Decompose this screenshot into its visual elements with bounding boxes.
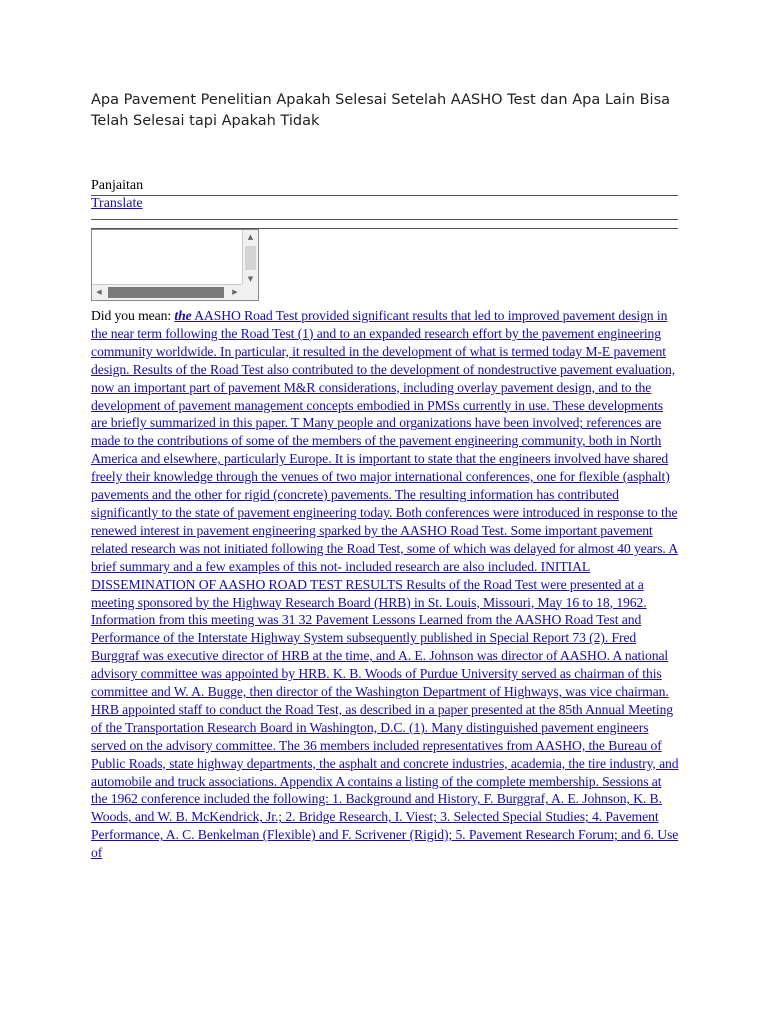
suggestion-paragraph	[91, 307, 681, 862]
horizontal-scroll-thumb[interactable]	[108, 287, 224, 298]
translate-row	[91, 195, 678, 220]
suggestion-word: the	[174, 308, 192, 323]
scroll-down-icon[interactable]: ▼	[247, 275, 254, 283]
suggestion-link[interactable]	[91, 308, 679, 860]
body-text: AASHO Road Test provided significant results that led to improved pavement design in the near term following the Road Test (1) and to an expanded research effort by the pavement engineering community worldwide. In particular, it resulted in the development of what is termed today M-E pavement design. Results of the Road Test also contributed to the development of nondestructive pavement evaluation, now an important part of pavement M&R considerations, including overlay pavement design, and to the development of pavement management concepts embodied in PMSs currently in use. These developments are briefly summarized in this paper. T Many people and organizations have been involved; references are made to the contributions of some of the members of the pavement engineering community, both in North America and elsewhere, particularly Europe. It is important to state that the engineers involved have shared freely their knowledge through the venues of two major international conferences, one for flexible (asphalt) pavements and the other for rigid (concrete) pavements. The resulting information has contributed significantly to the state of pavement engineering today. Both conferences were introduced in response to the renewed interest in pavement engineering sparked by the AASHO Road Test. Some important pavement related research was not initiated following the Road Test, some of which was delayed for almost 40 years. A brief summary and a few examples of this not- included research are also included. INITIAL DISSEMINATION OF AASHO ROAD TEST RESULTS Results of the Road Test were presented at a meeting sponsored by the Highway Research Board (HRB) in St. Louis, Missouri, May 16 to 18, 1962. Information from this meeting was 31 32 Pavement Lessons Learned from the AASHO Road Test and Performance of the Interstate Highway System subsequently published in Special Report 73 (2). Fred Burggraf was executive director of HRB at the time, and A. E. Johnson was director of AASHO. A national advisory committee was appointed by HRB. K. B. Woods of Purdue University served as chairman of this committee and W. A. Bugge, then director of the Washington Department of Highways, was vice chairman. HRB appointed staff to conduct the Road Test, as described in a paper presented at the 85th Annual Meeting of the Transportation Research Board in Washington, D.C. (1). Many distinguished pavement engineers served on the advisory committee. The 36 members included representatives from AASHO, the Bureau of Public Roads, state highway departments, the asphalt and concrete industries, academia, the tire industry, and automobile and truck associations. Appendix A contains a listing of the complete membership. Sessions at the 1962 conference included the following: 1. Background and History, F. Burggraf, A. E. Johnson, K. B. Woods, and W. B. McKendrick, Jr.; 2. Bridge Research, I. Viest; 3. Selected Special Studies; 4. Pavement Performance, A. C. Benkelman (Flexible) and F. Scrivener (Rigid); 5. Pavement Research Forum; and 6. Use of	[91, 308, 679, 861]
vertical-scroll-thumb[interactable]	[245, 246, 256, 270]
vertical-scrollbar[interactable]	[242, 230, 258, 286]
author-name: Panjaitan	[91, 177, 678, 196]
scrollbar-corner	[242, 284, 258, 300]
scroll-right-icon[interactable]: ▶	[232, 288, 238, 296]
translation-textarea[interactable]	[91, 229, 259, 301]
translate-link[interactable]: Translate	[91, 196, 143, 211]
scroll-left-icon[interactable]: ◀	[96, 288, 102, 296]
document-title: Apa Pavement Penelitian Apakah Selesai Setelah AASHO Test dan Apa Lain Bisa Telah Selesai tapi Apakah Tidak	[91, 92, 671, 129]
scroll-up-icon[interactable]: ▲	[247, 233, 254, 241]
horizontal-scrollbar[interactable]	[92, 284, 242, 300]
did-you-mean-label: Did you mean:	[91, 308, 175, 323]
